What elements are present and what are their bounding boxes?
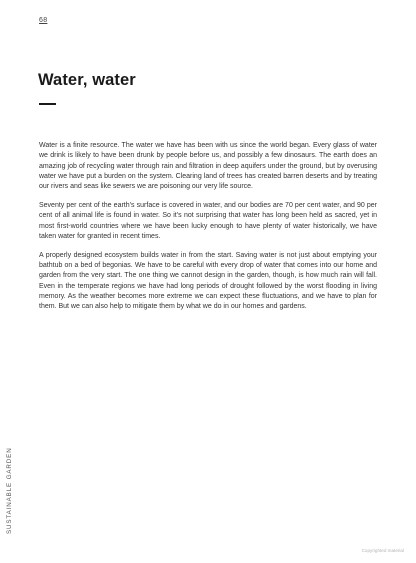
chapter-title: Water, water — [38, 71, 136, 89]
title-underline-rule — [39, 103, 56, 105]
body-paragraph: Seventy per cent of the earth’s surface is covered in water, and our bodies are 70 per cent water, and 90 per cent of all animal life is found in water. So it’s not surprising that water has long been held as sacred, yet in most first-world countries where we have been lucky enough to have plenty of water historically, we have taken water for granted in recent times. — [39, 201, 377, 240]
body-paragraph: A properly designed ecosystem builds water in from the start. Saving water is not just about emptying your bathtub on a bed of begonias. We have to be careful with every drop of water that comes into our home and garden from the very start. The one thing we cannot design in the garden, though, is how much rain will fall. Even in the temperate regions we have had long periods of drought followed by the worst flooding in living memory. As the weather becomes more extreme we can expect these fluctuations, and we have to plan for them. But we can also help to mitigate them by what we do in our homes and gardens. — [39, 251, 377, 311]
running-head-text: SUSTAINABLE GARDEN — [6, 447, 13, 534]
page-number: 68 — [39, 17, 48, 24]
copyright-note: Copyrighted material — [361, 548, 404, 553]
body-text — [39, 141, 377, 321]
side-running-head — [4, 434, 16, 534]
body-paragraph: Water is a finite resource. The water we have has been with us since the world began. Every glass of water we drink is likely to have been drunk by people before us, and possibly a few dinosaurs. The earth does an amazing job of recycling water through rain and filtration in deep aquifers under the ground, but by overusing water we have put a burden on the system. Clearing land of trees has created barren deserts and by treating our rivers and seas like sewers we are poisoning our very life source. — [39, 142, 377, 191]
